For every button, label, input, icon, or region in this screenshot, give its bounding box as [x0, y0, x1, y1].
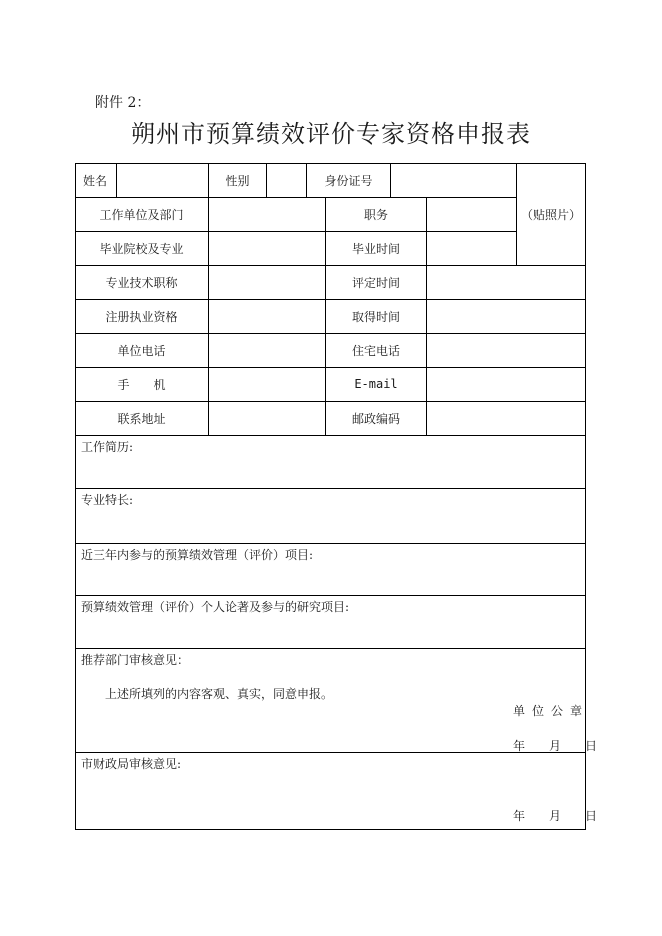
graduation-date-label: 毕业时间 [351, 241, 400, 256]
rule [75, 543, 586, 544]
obtained-date-label: 取得时间 [351, 309, 400, 324]
id-number-label: 身份证号 [324, 173, 373, 188]
finance-date: 年 月 日 [513, 809, 598, 823]
specialty-label: 专业特长: [81, 493, 134, 507]
recommend-opinion-label: 推荐部门审核意见： [81, 653, 190, 667]
form-title: 朔州市预算绩效评价专家资格申报表 [131, 120, 531, 148]
school-major-field[interactable] [209, 232, 325, 265]
finance-bureau-opinion-label: 市财政局审核意见: [81, 757, 182, 771]
rule [75, 488, 586, 489]
obtained-date-field[interactable] [427, 300, 585, 333]
office-phone-label: 单位电话 [117, 343, 166, 358]
attachment-label: 附件 2： [95, 95, 151, 111]
recent-projects-label: 近三年内参与的预算绩效管理（评价）项目: [81, 548, 314, 562]
position-label: 职务 [363, 207, 388, 222]
graduation-date-field[interactable] [427, 232, 516, 265]
research-label: 预算绩效管理（评价）个人论著及参与的研究项目: [81, 600, 350, 614]
professional-title-field[interactable] [209, 266, 325, 299]
school-major-label: 毕业院校及专业 [99, 241, 184, 256]
qualification-field[interactable] [209, 300, 325, 333]
gender-label: 性别 [225, 173, 250, 188]
mobile-label: 手 机 [117, 377, 166, 392]
address-field[interactable] [209, 402, 325, 435]
evaluation-date-label: 评定时间 [351, 275, 400, 290]
rule [75, 648, 586, 649]
position-field[interactable] [427, 198, 516, 231]
border-bottom [75, 829, 586, 830]
work-resume-label: 工作简历: [81, 440, 134, 454]
rule [75, 752, 586, 753]
name-label: 姓名 [83, 173, 108, 188]
evaluation-date-field[interactable] [427, 266, 585, 299]
home-phone-field[interactable] [427, 334, 585, 367]
postal-code-field[interactable] [427, 402, 585, 435]
qualification-label: 注册执业资格 [105, 309, 178, 324]
recommend-statement: 上述所填列的内容客观、真实，同意申报。 [105, 687, 334, 701]
email-field[interactable] [427, 368, 585, 401]
id-number-field[interactable] [391, 164, 516, 197]
work-unit-label: 工作单位及部门 [99, 207, 184, 222]
rule [75, 435, 586, 436]
address-label: 联系地址 [117, 411, 166, 426]
professional-title-label: 专业技术职称 [105, 275, 178, 290]
recommend-date: 年 月 日 [513, 739, 598, 753]
mobile-field[interactable] [209, 368, 325, 401]
photo-placeholder[interactable]: （贴照片） [520, 208, 581, 222]
border-right [585, 163, 586, 830]
work-unit-field[interactable] [209, 198, 325, 231]
unit-seal-label: 单位公章 [513, 704, 590, 718]
gender-field[interactable] [267, 164, 306, 197]
rule [75, 595, 586, 596]
home-phone-label: 住宅电话 [351, 343, 400, 358]
office-phone-field[interactable] [209, 334, 325, 367]
email-label: E-mail [354, 377, 398, 391]
postal-code-label: 邮政编码 [351, 411, 400, 426]
application-form [75, 163, 598, 830]
name-field[interactable] [117, 164, 208, 197]
